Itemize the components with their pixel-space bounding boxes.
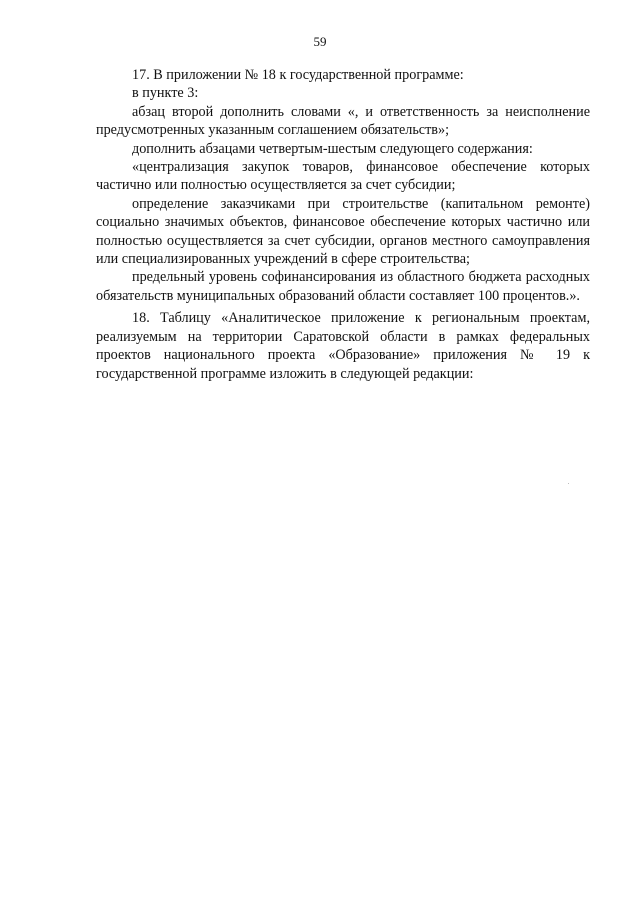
scan-speck bbox=[568, 483, 569, 484]
paragraph-amend-second-abzac: абзац второй дополнить словами «, и ответственность за неисполнение предусмотренных указанным соглашением обязательств»; bbox=[96, 103, 590, 139]
paragraph-centralization: «централизация закупок товаров, финансовое обеспечение которых частично или полностью осуществляется за счет субсидии; bbox=[96, 159, 590, 194]
document-body bbox=[96, 66, 590, 383]
paragraph-add-abzacs: дополнить абзацами четвертым-шестым следующего содержания: bbox=[132, 140, 533, 157]
paragraph-customers: определение заказчиками при строительстве (капитальном ремонте) социально значимых объектов, финансовое обеспечение которых частично или полностью осуществляется за счет субсидии, органов местного самоуправления или специализированных учреждений в сфере строительства; bbox=[96, 195, 590, 268]
paragraph-item-17-heading: 17. В приложении № 18 к государственной программе: bbox=[132, 67, 464, 83]
paragraph-point-3: в пункте 3: bbox=[132, 85, 199, 102]
page-number: 59 bbox=[313, 34, 327, 49]
paragraph-item-18: 18. Таблицу «Аналитическое приложение к региональным проектам, реализуемым на территории Саратовской области в рамках федеральных проектов национального проекта «Образование» приложения № 19 к государственной программе изложить в следующей редакции: bbox=[96, 310, 590, 382]
paragraph-cofinancing-limit: предельный уровень софинансирования из областного бюджета расходных обязательств муниципальных образований области составляет 100 процентов.». bbox=[96, 269, 590, 304]
